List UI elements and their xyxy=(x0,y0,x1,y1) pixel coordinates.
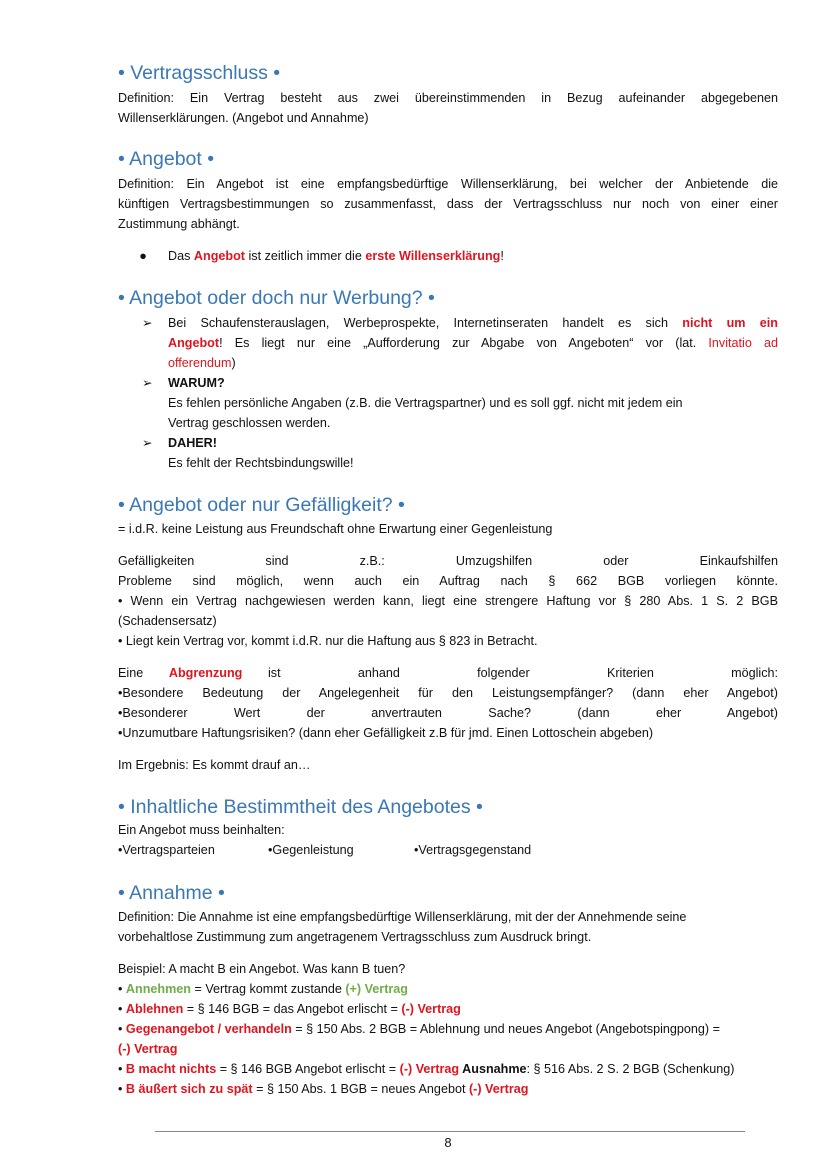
heading-bestimmtheit: • Inhaltliche Bestimmtheit des Angebotes • xyxy=(118,796,483,818)
highlight: Invitatio ad xyxy=(708,336,778,350)
text: ) xyxy=(231,356,236,370)
arrow-icon: ➢ xyxy=(142,376,153,390)
bullet-icon: ● xyxy=(139,249,147,263)
text-line: Definition: Ein Angebot ist eine empfangsbedürftige Willenserklärung, bei welcher der Anbietende die xyxy=(118,177,778,191)
text-line: • Liegt kein Vertrag vor, kommt i.d.R. nur die Haftung aus § 823 in Betracht. xyxy=(118,634,538,648)
text: ! xyxy=(500,249,504,263)
highlight: nicht um ein xyxy=(682,316,778,330)
heading-annahme: • Annahme • xyxy=(118,882,225,904)
heading-vertragsschluss: • Vertragsschluss • xyxy=(118,62,281,84)
text: ist zeitlich immer die xyxy=(244,249,366,263)
text-line: Ein Angebot muss beinhalten: xyxy=(118,823,285,837)
text-line: Probleme sind möglich, wenn auch ein Auftrag nach § 662 BGB vorliegen könnte. xyxy=(118,574,778,588)
text-line: Definition: Die Annahme ist eine empfangsbedürftige Willenserklärung, mit der der Annehmende seine xyxy=(118,910,687,924)
text-line: •Besondere Bedeutung der Angelegenheit für den Leistungsempfänger? (dann eher Angebot) xyxy=(118,686,778,700)
highlight: Abgrenzung xyxy=(168,666,243,680)
paragraph-abgrenzung xyxy=(118,663,778,743)
text: ! Es liegt nur eine „Aufforderung zur Abgabe von Angeboten“ vor (lat. xyxy=(219,336,709,350)
definition-vertragsschluss xyxy=(118,88,778,128)
heading-gefaelligkeit: • Angebot oder nur Gefälligkeit? • xyxy=(118,494,405,516)
highlight: erste Willenserklärung xyxy=(365,249,501,263)
footer-divider xyxy=(155,1131,745,1132)
text-line: Beispiel: A macht B ein Angebot. Was kann B tuen? xyxy=(118,962,406,976)
highlight: Angebot xyxy=(168,336,220,350)
list-item: •Vertragsgegenstand xyxy=(414,843,532,857)
highlight: Angebot xyxy=(193,249,245,263)
text-line: Zustimmung abhängt. xyxy=(118,217,240,231)
text-line: künftigen Vertragsbestimmungen so zusammenfasst, dass der Vertragsschluss nur noch von einer einer xyxy=(118,197,778,211)
text-line: Willenserklärungen. (Angebot und Annahme) xyxy=(118,111,369,125)
result: Im Ergebnis: Es kommt drauf an… xyxy=(118,758,311,772)
text-line: Es fehlen persönliche Angaben (z.B. die Vertragspartner) und es soll ggf. nicht mit jedem ein xyxy=(168,396,683,410)
highlight: offerendum xyxy=(168,356,232,370)
list-item: • Gegenangebot / verhandeln = § 150 Abs. 2 BGB = Ablehnung und neues Angebot (Angebotspingpong) = (-) Vertrag xyxy=(118,1022,720,1056)
text-line: vorbehaltlose Zustimmung zum angetragenem Vertragsschluss zum Ausdruck bringt. xyxy=(118,930,592,944)
intro-gefaelligkeit: = i.d.R. keine Leistung aus Freundschaft ohne Erwartung einer Gegenleistung xyxy=(118,522,553,536)
list-annahme xyxy=(118,959,778,1099)
text-line: • Wenn ein Vertrag nachgewiesen werden kann, liegt eine strengere Haftung vor § 280 Abs. 1 S. 2 BGB xyxy=(118,594,778,608)
definition-annahme xyxy=(118,907,778,947)
list-item: • Ablehnen = § 146 BGB = das Angebot erlischt = (-) Vertrag xyxy=(118,1002,461,1016)
page-number: 8 xyxy=(444,1135,452,1150)
label-warum: WARUM? xyxy=(168,376,225,390)
text-line: Vertrag geschlossen werden. xyxy=(168,416,331,430)
paragraph-gefaelligkeit xyxy=(118,551,778,651)
text-line: (Schadensersatz) xyxy=(118,614,217,628)
text-line: Gefälligkeiten sind z.B.: Umzugshilfen oder Einkaufshilfen xyxy=(118,554,778,568)
heading-werbung: • Angebot oder doch nur Werbung? • xyxy=(118,287,435,309)
arrow-icon: ➢ xyxy=(142,316,153,330)
arrow-icon: ➢ xyxy=(142,436,153,450)
heading-angebot: • Angebot • xyxy=(118,148,215,170)
text: ist anhand folgender Kriterien möglich: xyxy=(268,666,778,680)
text-line: •Unzumutbare Haftungsrisiken? (dann eher Gefälligkeit z.B für jmd. Einen Lottoschein abgeben) xyxy=(118,726,654,740)
text-line: •Besonderer Wert der anvertrauten Sache? (dann eher Angebot) xyxy=(118,706,778,720)
label-daher: DAHER! xyxy=(168,436,217,450)
definition-angebot xyxy=(118,174,778,234)
text: Bei Schaufensterauslagen, Werbeprospekte, Internetinseraten handelt es sich xyxy=(168,316,683,330)
text: Das xyxy=(168,249,194,263)
text: Eine xyxy=(118,666,144,680)
list-werbung xyxy=(118,313,778,473)
list-item: •Gegenleistung xyxy=(268,843,354,857)
list-item: • Annehmen = Vertrag kommt zustande (+) Vertrag xyxy=(118,982,409,996)
text-line: Definition: Ein Vertrag besteht aus zwei übereinstimmenden in Bezug aufeinander abgegebenen xyxy=(118,91,778,105)
list-item: •Vertragsparteien xyxy=(118,843,215,857)
bullet-angebot xyxy=(118,246,778,266)
list-item: • B macht nichts = § 146 BGB Angebot erlischt = (-) Vertrag Ausnahme: § 516 Abs. 2 S. 2 BGB (Schenkung) xyxy=(118,1062,735,1076)
list-bestimmtheit xyxy=(118,820,778,860)
list-item: • B äußert sich zu spät = § 150 Abs. 1 BGB = neues Angebot (-) Vertrag xyxy=(118,1082,529,1096)
text-line: Es fehlt der Rechtsbindungswille! xyxy=(168,456,354,470)
